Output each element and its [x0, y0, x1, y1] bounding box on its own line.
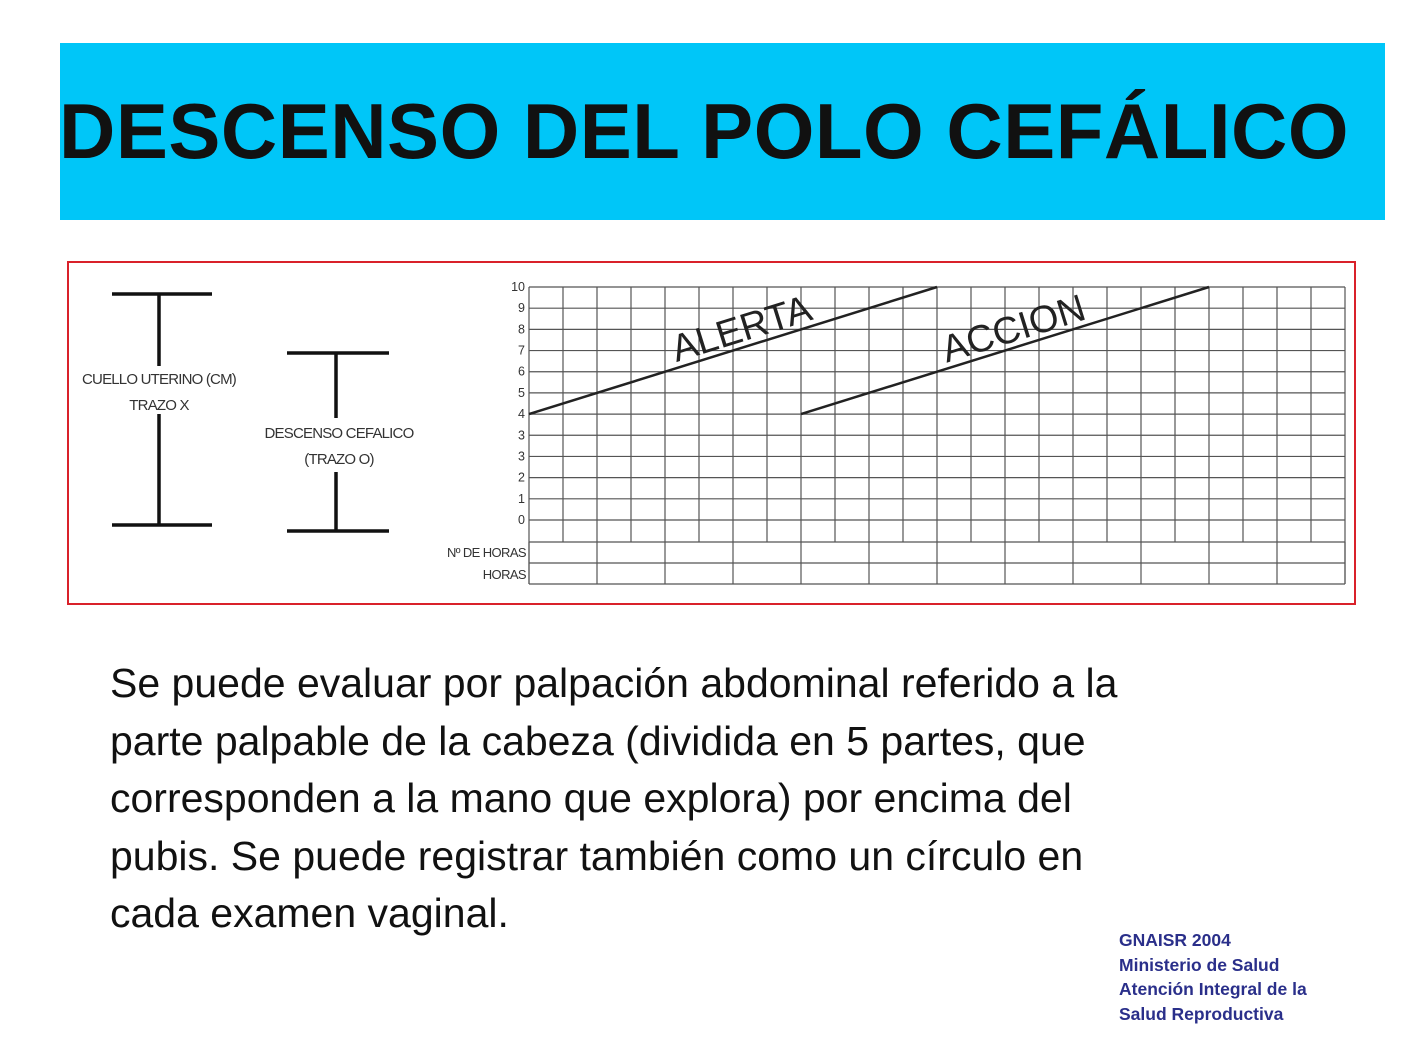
y-tick-label: 7 [518, 343, 525, 358]
slide-title: DESCENSO DEL POLO CEFÁLICO [58, 87, 1350, 175]
y-axis-ticks [511, 280, 525, 527]
y-tick-label: 3 [518, 428, 525, 443]
y-tick-label: 5 [518, 385, 525, 400]
y-tick-label: 6 [518, 364, 525, 379]
cervix-label: CUELLO UTERINO (CM) [82, 371, 236, 388]
descent-trace-label: (TRAZO O) [304, 451, 374, 468]
description-line: pubis. Se puede registrar también como un círculo en [110, 832, 1084, 879]
description-line: Se puede evaluar por palpación abdominal referido a la [110, 660, 1118, 706]
hours-row-label: HORAS [482, 567, 526, 582]
alerta-label: ALERTA [666, 287, 817, 371]
cervix-trace-label: TRAZO X [129, 397, 189, 414]
partograph-frame [67, 261, 1356, 605]
descent-marker [287, 353, 389, 531]
description-line: corresponden a la mano que explora) por encima del [110, 775, 1072, 821]
credit-line: Atención Integral de la [1119, 979, 1307, 999]
y-tick-label: 8 [518, 322, 525, 337]
y-tick-label: 9 [518, 301, 525, 316]
partograph-chart [69, 263, 1354, 603]
descent-label: DESCENSO CEFALICO [264, 425, 414, 442]
y-tick-label: 10 [511, 280, 525, 294]
y-tick-label: 2 [518, 470, 525, 485]
description-line: cada examen vaginal. [110, 890, 509, 936]
credit-line: Ministerio de Salud [1119, 954, 1280, 975]
credit-line: Salud Reproductiva [1119, 1003, 1284, 1024]
accion-label: ACCION [936, 287, 1091, 372]
description-line: parte palpable de la cabeza (dividida en 5 partes, que [110, 717, 1086, 764]
source-credits [1119, 928, 1307, 1026]
y-tick-label: 4 [518, 407, 525, 422]
y-tick-label: 3 [518, 449, 525, 464]
hours-count-row-label: Nº DE HORAS [446, 545, 526, 560]
description-text [110, 655, 1310, 943]
credit-line: GNAISR 2004 [1119, 930, 1231, 950]
y-tick-label: 1 [518, 491, 525, 506]
y-tick-label: 0 [518, 513, 525, 527]
